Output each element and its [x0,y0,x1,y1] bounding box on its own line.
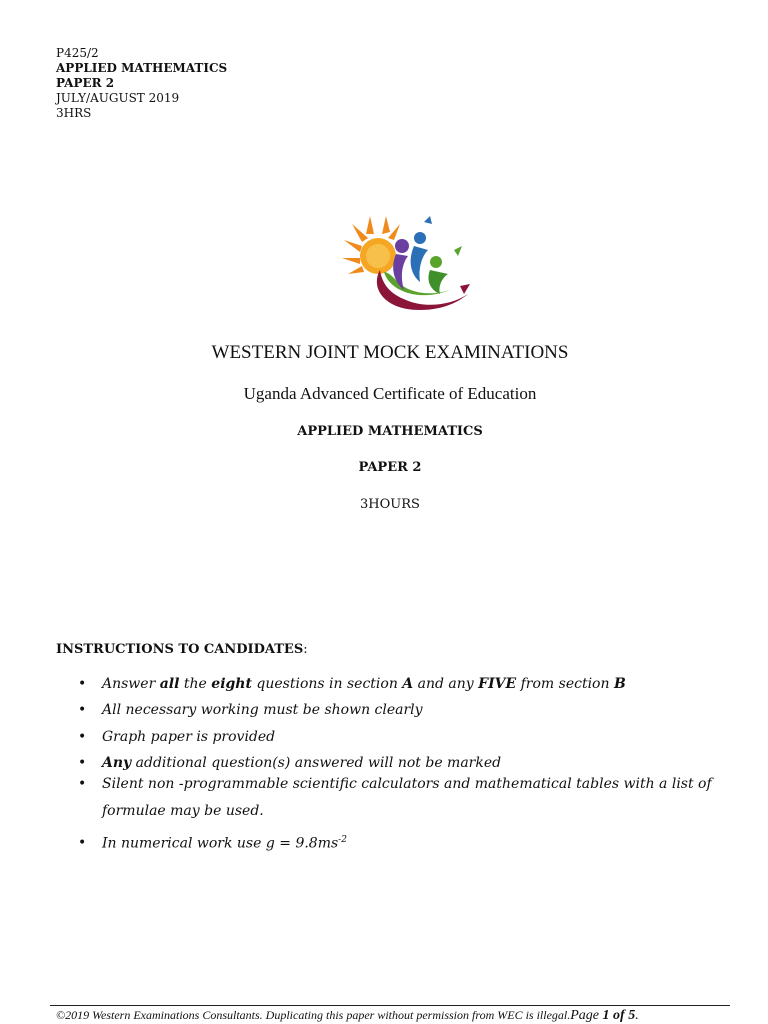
paper-code: P425/2 [56,46,99,60]
copyright-text: ©2019 Western Examinations Consultants. Duplicating this paper without permission from WEC is illegal. [56,1008,571,1022]
instruction-item: • Graph paper is provided [56,729,736,745]
instructions-list [56,676,736,852]
header-date: JULY/AUGUST 2019 [56,91,180,105]
page-indicator: Page 1 of 5. [570,1008,639,1023]
wec-logo-icon [340,210,475,320]
instruction-item: • Answer all the eight questions in section A and any FIVE from section B [56,676,736,692]
exam-title: WESTERN JOINT MOCK EXAMINATIONS [211,342,569,363]
instruction-item: • Silent non -programmable scientific calculators and mathematical tables with a list of formulae may be used. [56,771,736,825]
header-duration: 3HRS [56,106,92,120]
subject-title: APPLIED MATHEMATICS [297,424,483,439]
paper-title: PAPER 2 [358,460,422,475]
certificate-title: Uganda Advanced Certificate of Education [243,384,537,403]
instruction-item: • In numerical work use $g = 9.8ms^{-2}$ [56,835,736,852]
footer-divider [50,1005,730,1006]
hours-title: 3HOURS [360,497,420,512]
exam-header [56,46,227,121]
header-paper: PAPER 2 [56,76,115,90]
header-subject: APPLIED MATHEMATICS [56,61,228,75]
footer [56,1008,639,1024]
instruction-item: • Any additional question(s) answered will not be marked [56,755,736,771]
instruction-item: • All necessary working must be shown clearly [56,702,736,718]
instructions-heading: INSTRUCTIONS TO CANDIDATES: [56,642,308,657]
